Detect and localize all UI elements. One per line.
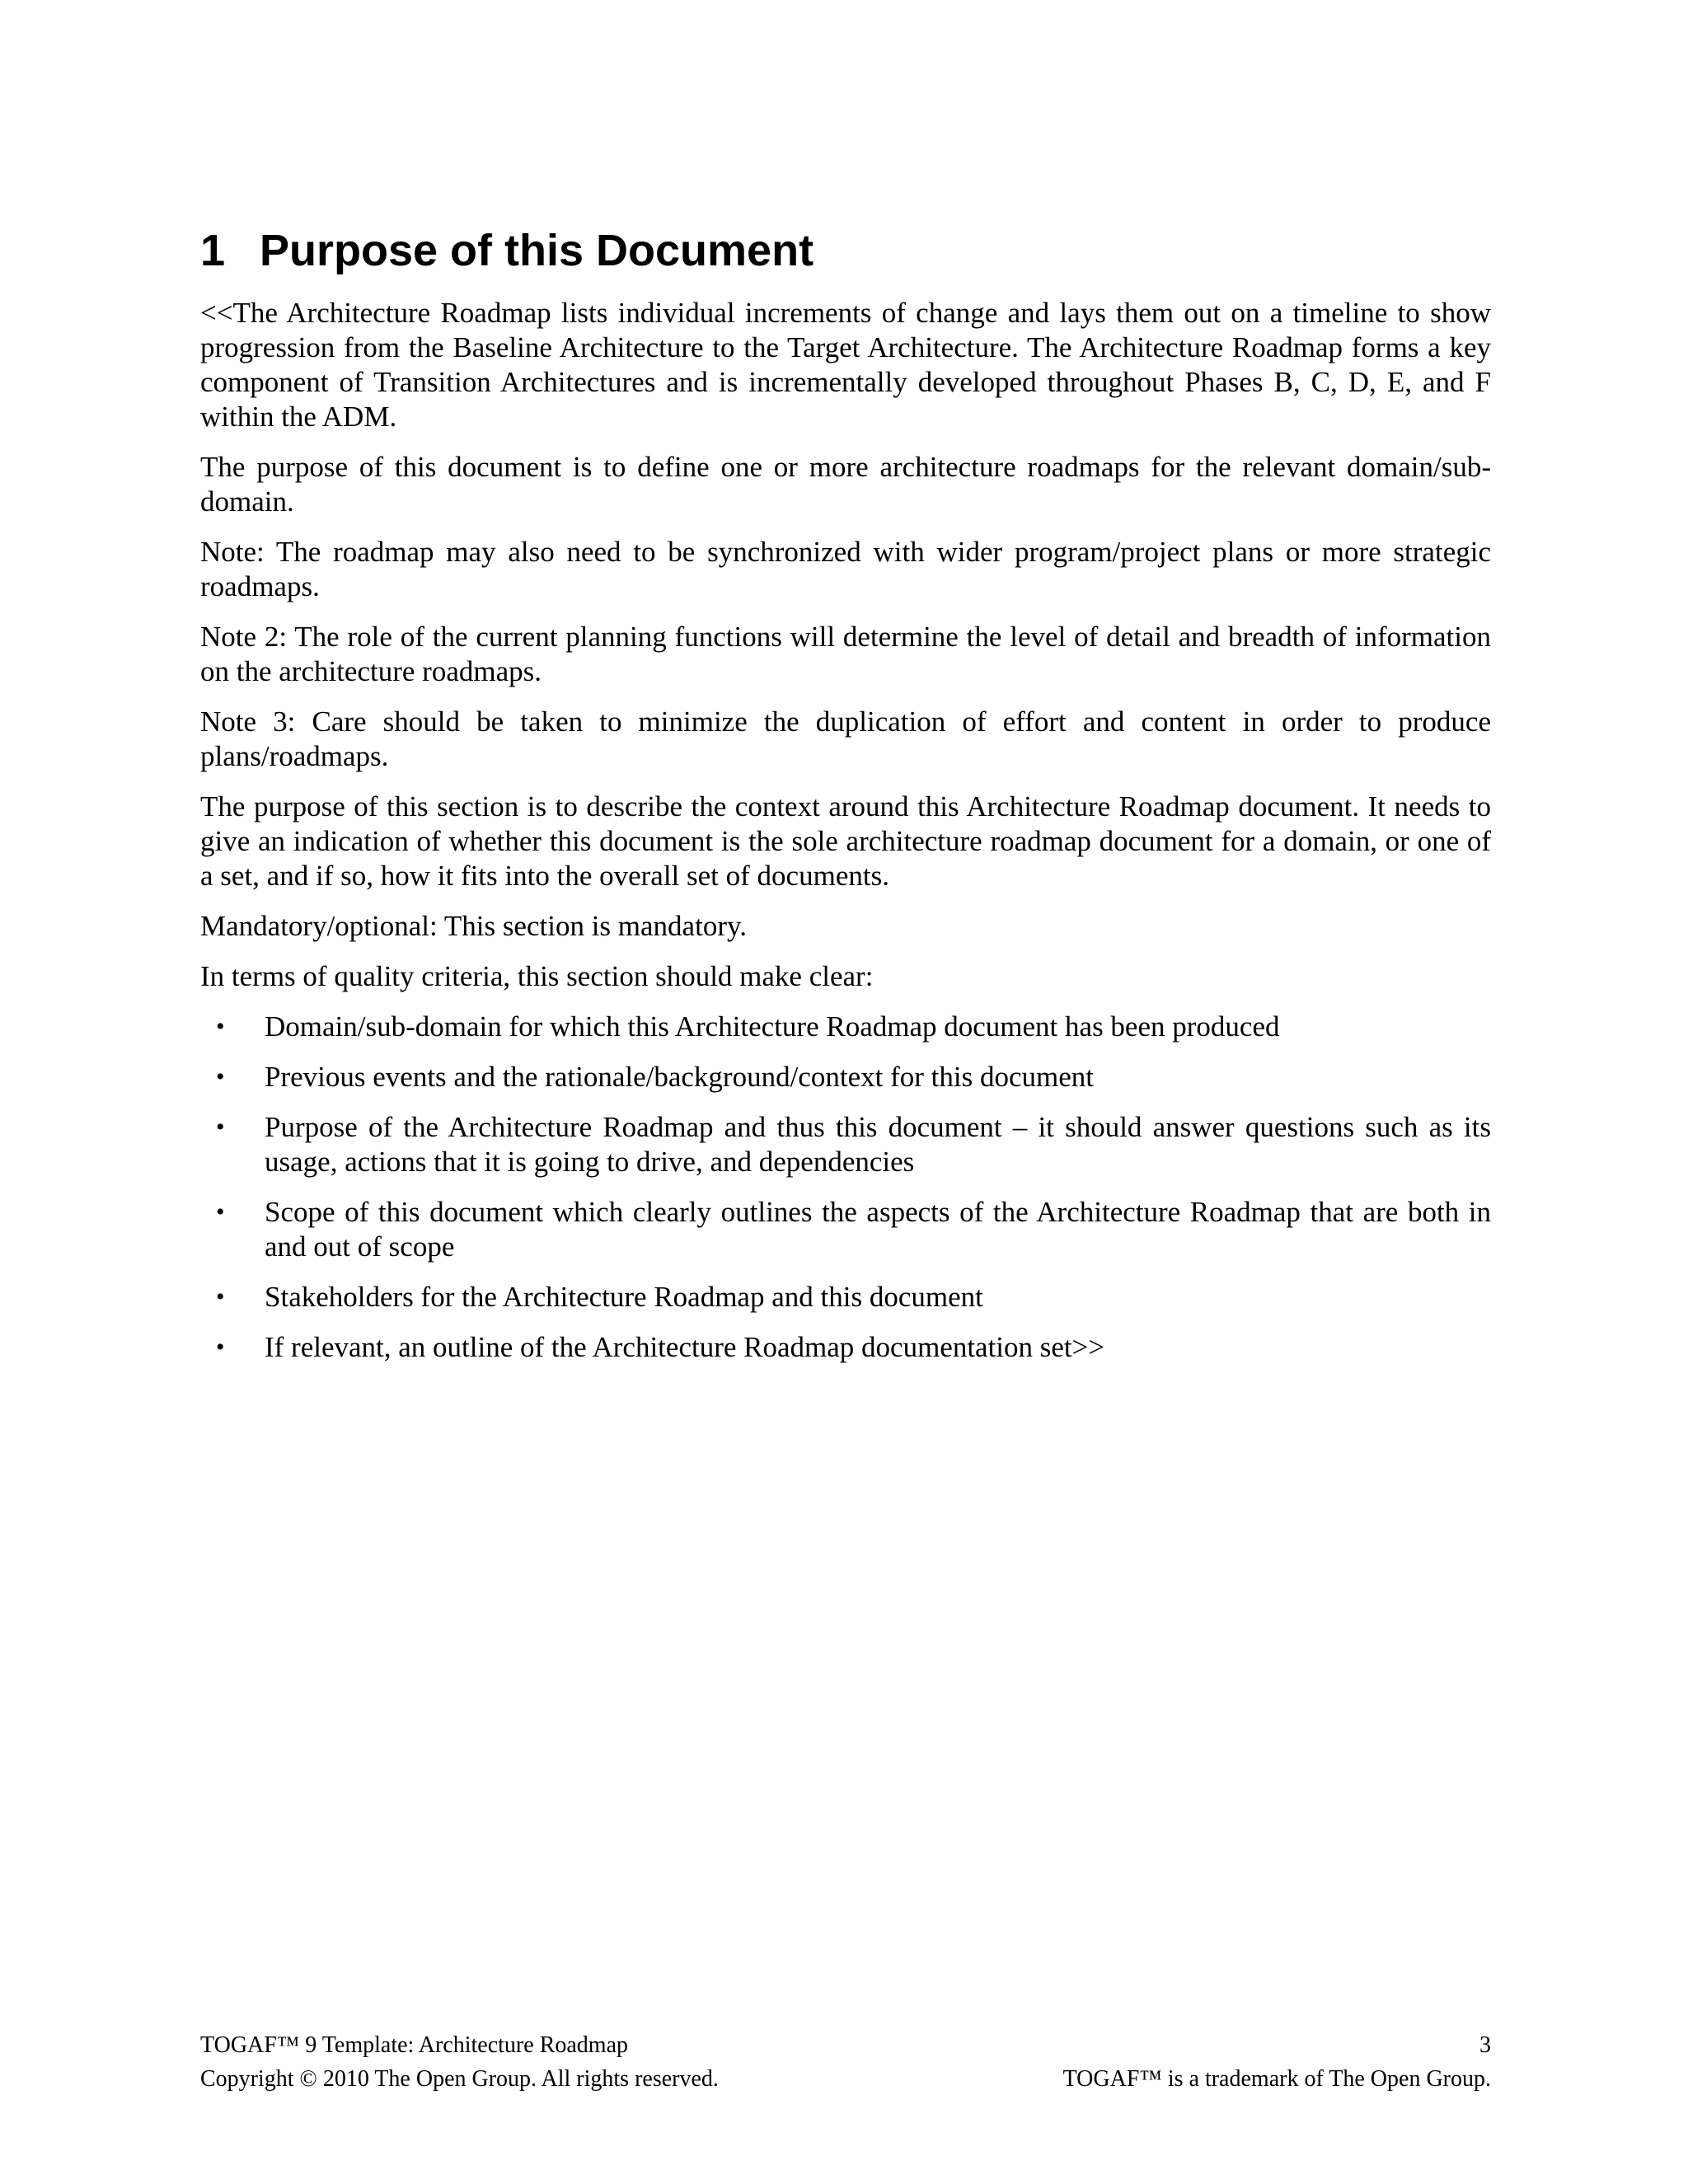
- list-item-text: Scope of this document which clearly outlines the aspects of the Architecture Roadmap that are both in and out of scope: [265, 1195, 1491, 1263]
- note-paragraph: Note: The roadmap may also need to be synchronized with wider program/project plans or more strategic roadmaps.: [200, 535, 1491, 602]
- footer-trademark: TOGAF™ is a trademark of The Open Group.: [1062, 2066, 1491, 2092]
- note-3-paragraph: Note 3: Care should be taken to minimize the duplication of effort and content in order to produce plans/roadmaps.: [200, 705, 1491, 772]
- list-item-text: Purpose of the Architecture Roadmap and thus this document – it should answer questions such as its usage, actions that it is going to drive, and dependencies: [265, 1110, 1491, 1178]
- footer-copyright: Copyright © 2010 The Open Group. All rights reserved.: [200, 2066, 719, 2092]
- list-item-text: Previous events and the rationale/background/context for this document: [265, 1060, 1094, 1093]
- note-2-paragraph: Note 2: The role of the current planning functions will determine the level of detail and breadth of information on the architecture roadmaps.: [200, 620, 1491, 687]
- intro-paragraph: <<The Architecture Roadmap lists individual increments of change and lays them out on a timeline to show progression from the Baseline Architecture to the Target Architecture. The Architecture Roadmap forms a key component of Transition Architectures and is incrementally developed throughout Phases B, C, D, E, and F within the ADM.: [200, 296, 1491, 433]
- bullet-icon: •: [216, 1062, 225, 1090]
- list-item-text: Stakeholders for the Architecture Roadmap and this document: [265, 1280, 983, 1313]
- quality-criteria-list: [200, 1010, 1491, 1365]
- page-footer-bottom: [200, 2065, 1491, 2093]
- bullet-icon: •: [216, 1113, 225, 1141]
- bullet-icon: •: [216, 1012, 225, 1040]
- bullet-icon: •: [216, 1282, 225, 1310]
- footer-template-title: TOGAF™ 9 Template: Architecture Roadmap: [200, 2032, 628, 2058]
- footer-page-number: 3: [1479, 2032, 1491, 2058]
- list-item: [200, 1010, 1491, 1044]
- list-item: [200, 1195, 1491, 1264]
- mandatory-paragraph: Mandatory/optional: This section is mandatory.: [200, 909, 747, 942]
- list-item: [200, 1110, 1491, 1179]
- list-item: [200, 1280, 1491, 1315]
- quality-criteria-paragraph: In terms of quality criteria, this section should make clear:: [200, 959, 874, 992]
- page-content: [200, 224, 1491, 1380]
- section-title: Purpose of this Document: [260, 226, 814, 275]
- purpose-paragraph: The purpose of this document is to define one or more architecture roadmaps for the relevant domain/sub-domain.: [200, 450, 1491, 518]
- list-item: [200, 1330, 1491, 1365]
- page-footer-top: [200, 2032, 1491, 2060]
- bullet-icon: •: [216, 1333, 225, 1361]
- section-number: 1: [200, 226, 226, 275]
- section-purpose-paragraph: The purpose of this section is to describe the context around this Architecture Roadmap document. It needs to give an indication of whether this document is the sole architecture roadmap document for a domain, or one of a set, and if so, how it fits into the overall set of documents.: [200, 790, 1491, 892]
- section-heading: [200, 224, 1491, 278]
- list-item: [200, 1060, 1491, 1094]
- bullet-icon: •: [216, 1197, 225, 1226]
- list-item-text: Domain/sub-domain for which this Architecture Roadmap document has been produced: [265, 1010, 1280, 1043]
- list-item-text: If relevant, an outline of the Architecture Roadmap documentation set>>: [265, 1330, 1105, 1363]
